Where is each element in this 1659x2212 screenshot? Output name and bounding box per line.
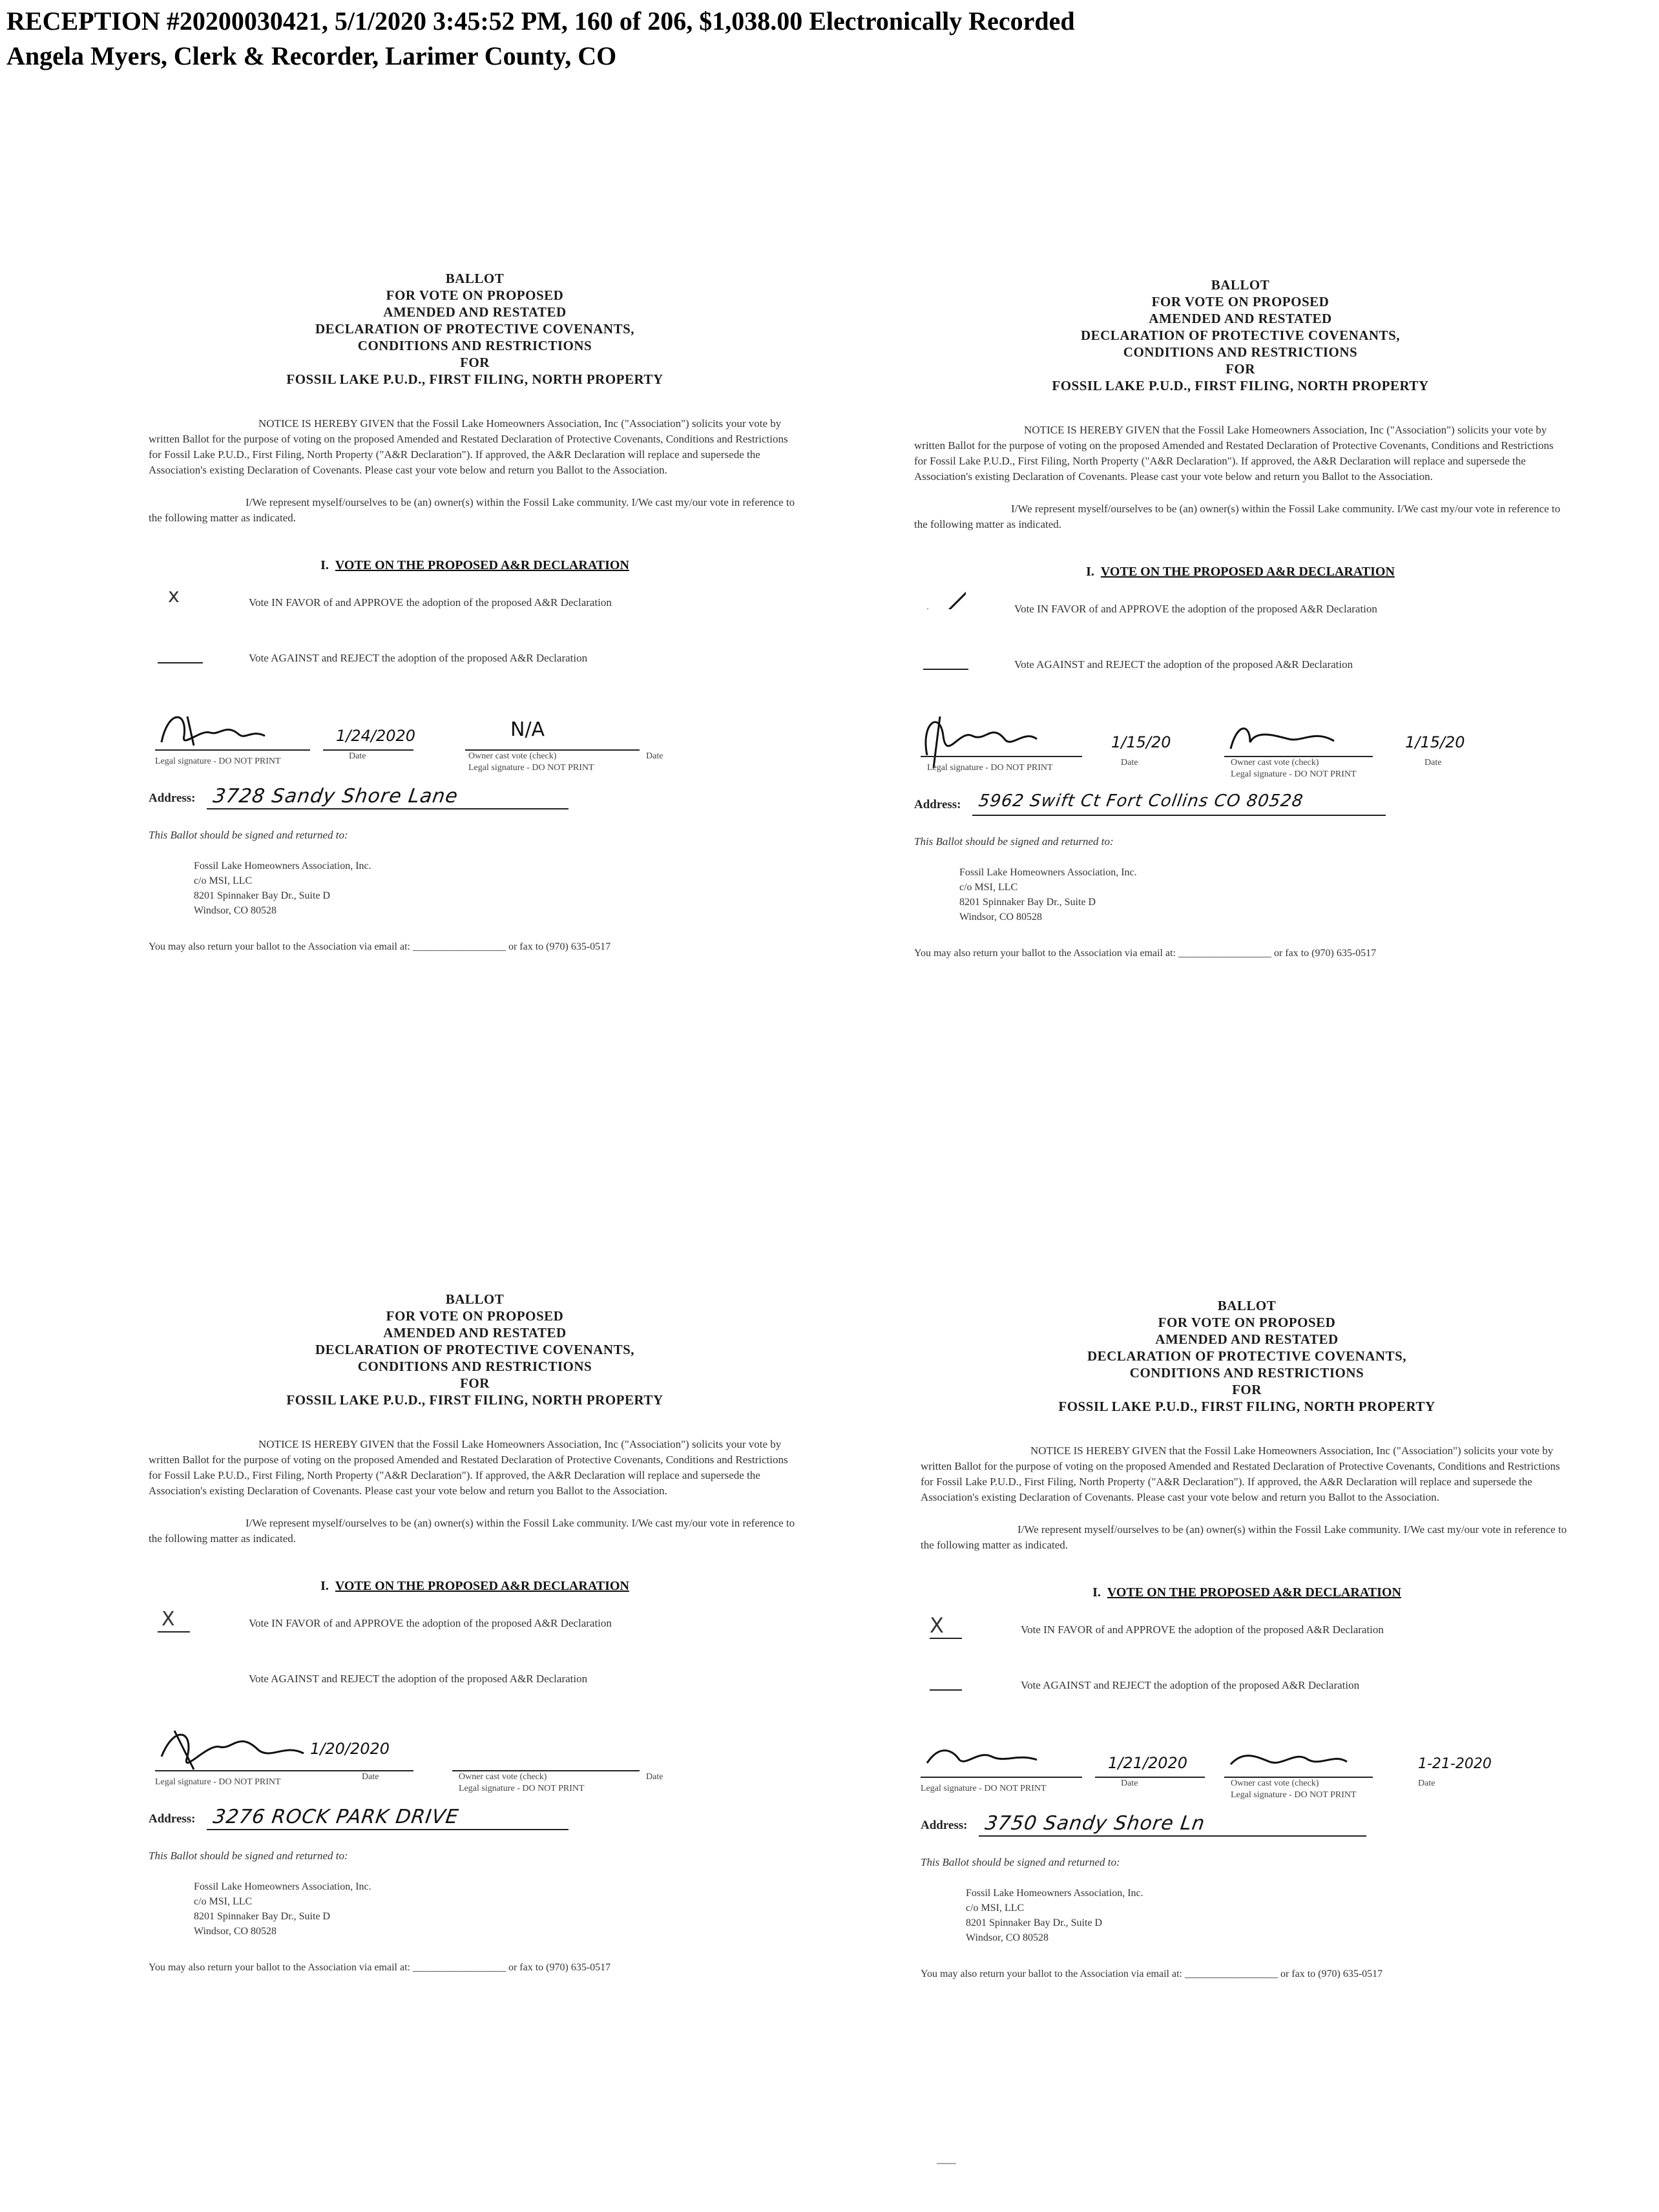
against-text: Vote AGAINST and REJECT the adoption of the proposed A&R Declaration — [249, 1673, 588, 1685]
date-caption-2: Date — [646, 1772, 663, 1782]
sig1-date: 1/21/2020 — [1108, 1754, 1188, 1772]
signature-area — [149, 1718, 801, 1795]
ballot-notice: NOTICE IS HEREBY GIVEN that the Fossil Lake Homeowners Association, Inc ("Association") solicits your vote by written Ballot for the purpose of voting on the proposed Amended and Restated Declaration of Protective Covenants, Conditions and Restrictions for Fossil Lake P.U.D., First Filing, North Property ("A&R Declaration"). If approved, the A&R Declaration will replace and supersede the Association's existing Declaration of Covenants. Please cast your vote below and return you Ballot to the Association. — [149, 417, 788, 476]
ballot-top-right — [914, 276, 1567, 1065]
address-label: Address: — [149, 791, 196, 805]
association-address: Fossil Lake Homeowners Association, Inc. c/o MSI, LLC 8201 Spinnaker Bay Dr., Suite D Windsor, CO 80528 — [194, 1881, 371, 1937]
favor-blank — [158, 1631, 190, 1633]
return-note: This Ballot should be signed and returned to: — [914, 835, 1114, 848]
address-value[interactable]: 3276 ROCK PARK DRIVE — [211, 1806, 461, 1828]
favor-blank — [930, 1638, 962, 1639]
signature-area — [921, 1724, 1573, 1802]
ballot-notice: NOTICE IS HEREBY GIVEN that the Fossil Lake Homeowners Association, Inc ("Association") solicits your vote by written Ballot for the purpose of voting on the proposed Amended and Restated Declaration of Protective Covenants, Conditions and Restrictions for Fossil Lake P.U.D., First Filing, North Property ("A&R Declaration"). If approved, the A&R Declaration will replace and supersede the Association's existing Declaration of Covenants. Please cast your vote below and return you Ballot to the Association. — [149, 1438, 788, 1497]
return-note: This Ballot should be signed and returned to: — [149, 1850, 348, 1862]
ballot-bottom-right — [921, 1297, 1573, 2085]
against-blank[interactable] — [158, 662, 203, 663]
return-note: This Ballot should be signed and returned to: — [149, 829, 348, 841]
address-value[interactable]: 3750 Sandy Shore Ln — [983, 1812, 1207, 1835]
vote-favor-row — [149, 1608, 801, 1649]
favor-text: Vote IN FAVOR of and APPROVE the adoption of the proposed A&R Declaration — [249, 596, 612, 609]
signature-area — [149, 697, 801, 775]
sig2-date: 1/15/20 — [1405, 733, 1465, 751]
owner-caption-2: Owner cast vote (check) — [1231, 1779, 1319, 1788]
address-line — [207, 1829, 569, 1830]
against-blank[interactable] — [923, 669, 968, 670]
date-caption-2: Date — [1424, 758, 1442, 767]
address-line — [972, 815, 1386, 816]
section-heading: I. VOTE ON THE PROPOSED A&R DECLARATION — [1086, 565, 1395, 579]
ballot-top-left — [149, 270, 801, 1058]
sig2-na: N/A — [510, 718, 545, 741]
address-row — [914, 788, 1567, 826]
section-heading: I. VOTE ON THE PROPOSED A&R DECLARATION — [320, 1579, 629, 1593]
legal-caption-1: Legal signature - DO NOT PRINT — [927, 763, 1053, 773]
date-caption-2: Date — [1418, 1779, 1435, 1788]
sig1-date: 1/15/20 — [1111, 733, 1171, 751]
association-address: Fossil Lake Homeowners Association, Inc. c/o MSI, LLC 8201 Spinnaker Bay Dr., Suite D Windsor, CO 80528 — [194, 861, 371, 916]
favor-text: Vote IN FAVOR of and APPROVE the adoption of the proposed A&R Declaration — [249, 1617, 612, 1629]
date-caption-1: Date — [349, 751, 366, 761]
date-caption-1: Date — [1121, 1779, 1138, 1788]
email-note: You may also return your ballot to the Association via email at: __________________ or fax to (970) 635-0517 — [149, 1962, 611, 1973]
sig2-date: 1-21-2020 — [1418, 1756, 1492, 1772]
ballot-notice: NOTICE IS HEREBY GIVEN that the Fossil Lake Homeowners Association, Inc ("Association") solicits your vote by written Ballot for the purpose of voting on the proposed Amended and Restated Declaration of Protective Covenants, Conditions and Restrictions for Fossil Lake P.U.D., First Filing, North Property ("A&R Declaration"). If approved, the A&R Declaration will replace and supersede the Association's existing Declaration of Covenants. Please cast your vote below and return you Ballot to the Association. — [921, 1445, 1560, 1503]
date-caption-2: Date — [646, 751, 663, 761]
favor-mark[interactable]: x — [168, 585, 180, 607]
date-caption-1: Date — [362, 1772, 379, 1782]
sig1-date: 1/20/2020 — [310, 1740, 390, 1758]
vote-favor-row — [149, 587, 801, 629]
ballot-notice: NOTICE IS HEREBY GIVEN that the Fossil Lake Homeowners Association, Inc ("Association") solicits your vote by written Ballot for the purpose of voting on the proposed Amended and Restated Declaration of Protective Covenants, Conditions and Restrictions for Fossil Lake P.U.D., First Filing, North Property ("A&R Declaration"). If approved, the A&R Declaration will replace and supersede the Association's existing Declaration of Covenants. Please cast your vote below and return you Ballot to the Association. — [914, 424, 1554, 483]
ballot-represent: I/We represent myself/ourselves to be (an) owner(s) within the Fossil Lake community. I/We cast my/our vote in reference to the following matter as indicated. — [149, 1517, 795, 1545]
address-line — [979, 1835, 1366, 1837]
address-row — [149, 1802, 801, 1841]
against-text: Vote AGAINST and REJECT the adoption of the proposed A&R Declaration — [249, 652, 588, 664]
section-heading: I. VOTE ON THE PROPOSED A&R DECLARATION — [320, 558, 629, 572]
email-note: You may also return your ballot to the Association via email at: __________________ or fax to (970) 635-0517 — [914, 948, 1377, 959]
against-blank[interactable] — [930, 1689, 962, 1691]
legal-caption-2: Legal signature - DO NOT PRINT — [1231, 769, 1357, 779]
vote-against-row — [149, 643, 801, 684]
address-line — [207, 808, 569, 809]
favor-text: Vote IN FAVOR of and APPROVE the adoption of the proposed A&R Declaration — [1021, 1623, 1384, 1636]
recording-header — [6, 4, 1075, 74]
vote-against-row — [914, 649, 1567, 691]
address-value[interactable]: 5962 Swift Ct Fort Collins CO 80528 — [977, 791, 1305, 811]
legal-caption-2: Legal signature - DO NOT PRINT — [459, 1784, 585, 1793]
legal-caption-1: Legal signature - DO NOT PRINT — [155, 1777, 281, 1787]
return-note: This Ballot should be signed and returned to: — [921, 1856, 1120, 1868]
sig1-date: 1/24/2020 — [336, 727, 416, 745]
email-note: You may also return your ballot to the Association via email at: __________________ or fax to (970) 635-0517 — [921, 1968, 1383, 1979]
address-label: Address: — [149, 1812, 196, 1826]
owner-caption-2: Owner cast vote (check) — [1231, 758, 1319, 767]
address-row — [149, 781, 801, 820]
ballot-title: BALLOT FOR VOTE ON PROPOSED AMENDED AND RESTATED DECLARATION OF PROTECTIVE COVENANTS, CONDITIONS AND RESTRICTIONS FOR FOSSIL LAKE P.U.D., FIRST FILING, NORTH PROPERTY — [286, 271, 663, 387]
ballot-title: BALLOT FOR VOTE ON PROPOSED AMENDED AND RESTATED DECLARATION OF PROTECTIVE COVENANTS, CONDITIONS AND RESTRICTIONS FOR FOSSIL LAKE P.U.D., FIRST FILING, NORTH PROPERTY — [1052, 277, 1429, 393]
vote-favor-row — [914, 594, 1567, 635]
ballot-represent: I/We represent myself/ourselves to be (an) owner(s) within the Fossil Lake community. I/We cast my/our vote in reference to the following matter as indicated. — [149, 496, 795, 524]
ballot-represent: I/We represent myself/ourselves to be (an) owner(s) within the Fossil Lake community. I/We cast my/our vote in reference to the following matter as indicated. — [914, 503, 1561, 530]
address-row — [921, 1808, 1573, 1847]
legal-caption-2: Legal signature - DO NOT PRINT — [468, 763, 594, 773]
vote-against-row — [149, 1664, 801, 1705]
legal-caption-1: Legal signature - DO NOT PRINT — [155, 756, 281, 766]
email-note: You may also return your ballot to the Association via email at: __________________ or fax to (970) 635-0517 — [149, 941, 611, 952]
address-label: Address: — [921, 1819, 968, 1832]
favor-text: Vote IN FAVOR of and APPROVE the adoption of the proposed A&R Declaration — [1014, 603, 1377, 615]
legal-caption-2: Legal signature - DO NOT PRINT — [1231, 1790, 1357, 1800]
signature-area — [914, 704, 1567, 781]
ballot-represent: I/We represent myself/ourselves to be (an) owner(s) within the Fossil Lake community. I/We cast my/our vote in reference to the following matter as indicated. — [921, 1523, 1567, 1551]
association-address: Fossil Lake Homeowners Association, Inc. c/o MSI, LLC 8201 Spinnaker Bay Dr., Suite D Windsor, CO 80528 — [966, 1888, 1143, 1943]
recorder-line: Angela Myers, Clerk & Recorder, Larimer County, CO — [6, 41, 617, 70]
favor-mark[interactable]: X — [162, 1608, 175, 1631]
legal-caption-1: Legal signature - DO NOT PRINT — [921, 1784, 1047, 1793]
vote-favor-row — [921, 1614, 1573, 1656]
association-address: Fossil Lake Homeowners Association, Inc. c/o MSI, LLC 8201 Spinnaker Bay Dr., Suite D Windsor, CO 80528 — [959, 867, 1137, 923]
vote-against-row — [921, 1670, 1573, 1711]
ballot-title: BALLOT FOR VOTE ON PROPOSED AMENDED AND RESTATED DECLARATION OF PROTECTIVE COVENANTS, CONDITIONS AND RESTRICTIONS FOR FOSSIL LAKE P.U.D., FIRST FILING, NORTH PROPERTY — [286, 1291, 663, 1408]
against-text: Vote AGAINST and REJECT the adoption of the proposed A&R Declaration — [1014, 658, 1353, 671]
favor-mark[interactable]: X — [930, 1613, 944, 1638]
section-heading: I. VOTE ON THE PROPOSED A&R DECLARATION — [1092, 1585, 1401, 1600]
date-caption-1: Date — [1121, 758, 1138, 767]
reception-line: RECEPTION #20200030421, 5/1/2020 3:45:52 PM, 160 of 206, $1,038.00 Electronically Recorded — [6, 6, 1075, 36]
address-label: Address: — [914, 798, 961, 811]
address-value[interactable]: 3728 Sandy Shore Lane — [211, 785, 460, 808]
against-text: Vote AGAINST and REJECT the adoption of the proposed A&R Declaration — [1021, 1679, 1360, 1691]
ballot-bottom-left — [149, 1291, 801, 2079]
owner-caption-2: Owner cast vote (check) — [468, 751, 557, 761]
owner-caption-2: Owner cast vote (check) — [459, 1772, 547, 1782]
favor-checkmark[interactable] — [921, 583, 966, 609]
ballot-title: BALLOT FOR VOTE ON PROPOSED AMENDED AND RESTATED DECLARATION OF PROTECTIVE COVENANTS, CONDITIONS AND RESTRICTIONS FOR FOSSIL LAKE P.U.D., FIRST FILING, NORTH PROPERTY — [1058, 1298, 1435, 1414]
page-mark — [937, 2163, 956, 2164]
